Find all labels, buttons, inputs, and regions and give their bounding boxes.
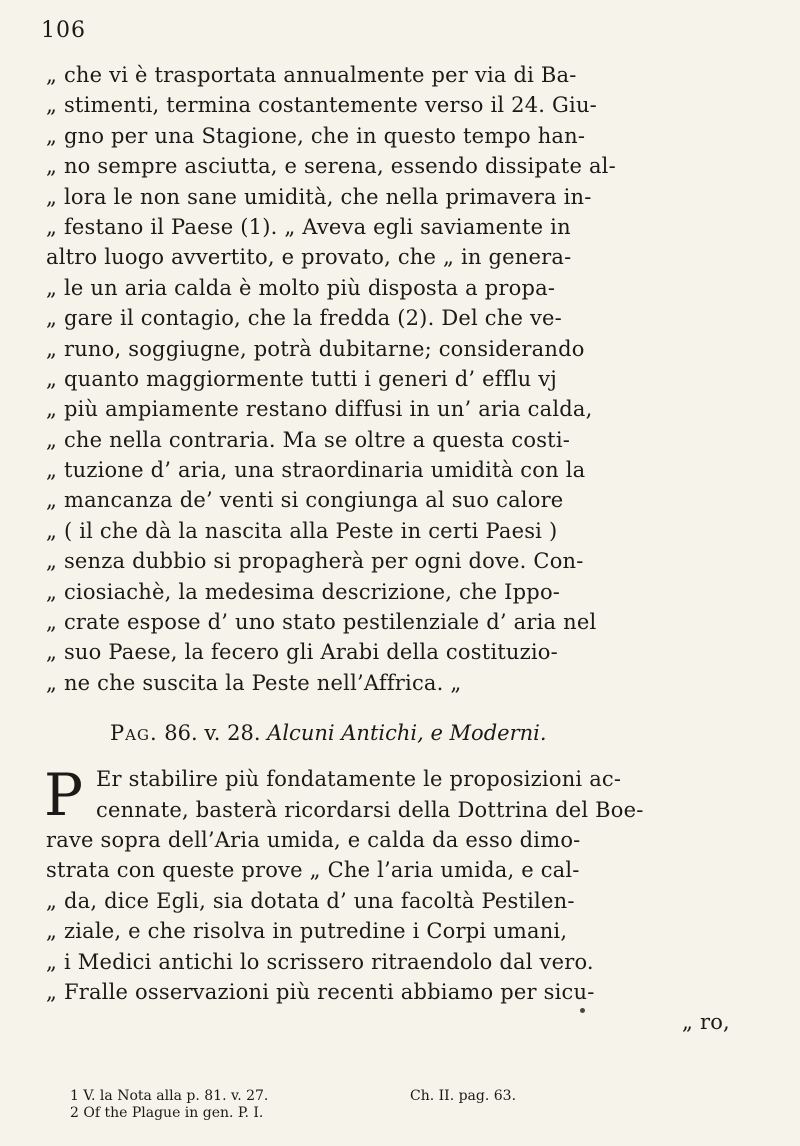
paragraph-opening: [44, 761, 766, 830]
text-line: „ ziale, e che risolva in putredine i Corpi umani,: [46, 919, 568, 944]
text-line: „ da, dice Egli, sia dotata d’ una facoltà Pestilen-: [46, 888, 575, 913]
text-line: „ mancanza de’ venti si congiunga al suo calore: [46, 488, 564, 513]
text-line: „ quanto maggiormente tutti i generi d’ efflu vj: [46, 366, 557, 391]
text-line: altro luogo avvertito, e provato, che „ in genera-: [46, 245, 572, 270]
text-line: „ che nella contraria. Ma se oltre a questa costi-: [46, 427, 571, 452]
text-line: „ crate espose d’ uno stato pestilenziale d’ aria nel: [46, 610, 597, 635]
page-number: 106: [41, 18, 86, 43]
text-line: „ senza dubbio si propagherà per ogni dove. Con-: [46, 549, 584, 574]
text-line: rave sopra dell’Aria umida, e calda da esso dimo-: [46, 827, 581, 852]
paragraph-body: [46, 825, 766, 1007]
text-line: „ che vi è trasportata annualmente per via di Ba-: [46, 63, 577, 87]
section-heading: [46, 718, 766, 748]
text-line: „ suo Paese, la fecero gli Arabi della costituzio-: [46, 640, 558, 665]
text-line: „ Fralle osservazioni più recenti abbiamo per sicu-: [46, 979, 595, 1004]
text-line: „ più ampiamente restano diffusi in un’ aria calda,: [46, 397, 593, 422]
footnote: [70, 1105, 760, 1122]
text-line: „ no sempre asciutta, e serena, essendo dissipate al-: [46, 154, 616, 179]
text-line: „ le un aria calda è molto più disposta a propa-: [46, 275, 556, 300]
text-line: Er stabilire più fondatamente le proposizioni ac-: [96, 767, 622, 792]
heading-page-ref: Pag.: [110, 721, 158, 746]
catchword: „ ro,: [682, 1010, 730, 1035]
text-line: „ tuzione d’ aria, una straordinaria umidità con la: [46, 458, 586, 483]
body-text: [46, 60, 766, 1038]
text-line: „ i Medici antichi lo scrissero ritraendolo dal vero.: [46, 949, 594, 974]
drop-cap: P: [44, 761, 84, 830]
text-line: strata con queste prove „ Che l’aria umida, e cal-: [46, 858, 580, 883]
footnotes: [70, 1088, 760, 1122]
text-line: „ runo, soggiugne, potrà dubitarne; considerando: [46, 336, 585, 361]
footnote-text: 2 Of the Plague in gen. P. I.: [70, 1105, 264, 1121]
footnote-text: 1 V. la Nota alla p. 81. v. 27.: [70, 1088, 269, 1104]
text-line: „ ne che suscita la Peste nell’Affrica. „: [46, 670, 462, 695]
paper-speck: [580, 1008, 585, 1013]
text-line: „ stimenti, termina costantemente verso il 24. Giu-: [46, 93, 597, 118]
text-line: „ gare il contagio, che la fredda (2). Del che ve-: [46, 306, 562, 331]
heading-title: Alcuni Antichi, e Moderni.: [267, 721, 547, 746]
text-line: „ ciosiachè, la medesima descrizione, che Ippo-: [46, 579, 561, 604]
text-line: „ lora le non sane umidità, che nella primavera in-: [46, 184, 592, 209]
footnote-reference: Ch. II. pag. 63.: [410, 1088, 517, 1104]
heading-location: 86. v. 28.: [157, 721, 268, 746]
text-line: „ festano il Paese (1). „ Aveva egli saviamente in: [46, 214, 571, 239]
text-line: „ gno per una Stagione, che in questo tempo han-: [46, 123, 586, 148]
footnote: [70, 1088, 760, 1105]
quoted-passage: [46, 60, 766, 698]
text-line: „ ( il che dà la nascita alla Peste in certi Paesi ): [46, 518, 558, 543]
text-line: cennate, basterà ricordarsi della Dottrina del Boe-: [96, 797, 644, 822]
